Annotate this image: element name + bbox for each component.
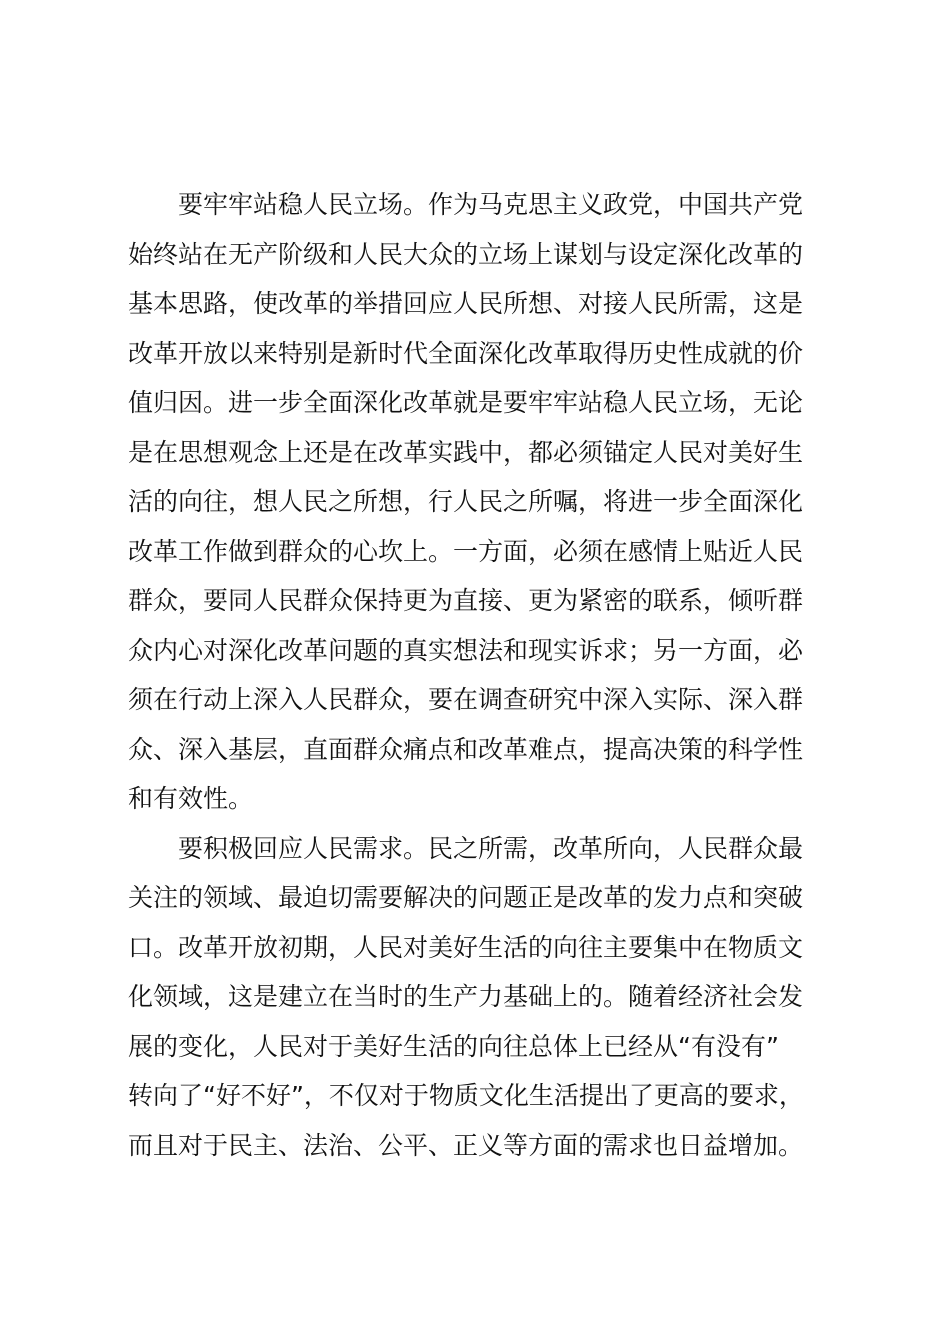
paragraph-1-line-6: 是在思想观念上还是在改革实践中，都必须锚定人民对美好生 <box>128 437 804 467</box>
paragraph-1-line-7: 活的向往，想人民之所想，行人民之所嘱，将进一步全面深化 <box>128 487 804 516</box>
paragraph-1-line-12: 众、深入基层，直面群众痛点和改革难点，提高决策的科学性 <box>128 734 804 764</box>
paragraph-1-line-4: 改革开放以来特别是新时代全面深化改革取得历史性成就的价 <box>128 338 804 368</box>
paragraph-2-line-1: 要积极回应人民需求。民之所需，改革所向，人民群众最 <box>178 833 804 863</box>
paragraph-2-line-6: 转向了“好不好”，不仅对于物质文化生活提出了更高的要求， <box>128 1081 804 1110</box>
paragraph-1-line-3: 基本思路，使改革的举措回应人民所想、对接人民所需，这是 <box>128 289 804 318</box>
paragraph-1-line-1: 要牢牢站稳人民立场。作为马克思主义政党，中国共产党 <box>178 190 804 219</box>
paragraph-2-line-7: 而且对于民主、法治、公平、正义等方面的需求也日益增加。 <box>128 1130 804 1160</box>
paragraph-2-line-2: 关注的领域、最迫切需要解决的问题正是改革的发力点和突破 <box>128 883 804 912</box>
paragraph-2-line-3: 口。改革开放初期，人民对美好生活的向往主要集中在物质文 <box>128 932 804 962</box>
paragraph-1-line-2: 始终站在无产阶级和人民大众的立场上谋划与设定深化改革的 <box>128 239 804 269</box>
paragraph-1-line-10: 众内心对深化改革问题的真实想法和现实诉求；另一方面，必 <box>128 635 804 665</box>
paragraph-1-line-8: 改革工作做到群众的心坎上。一方面，必须在感情上贴近人民 <box>128 536 804 566</box>
paragraph-1-line-11: 须在行动上深入人民群众，要在调查研究中深入实际、深入群 <box>128 685 804 714</box>
paragraph-2-line-5: 展的变化，人民对于美好生活的向往总体上已经从“有没有” <box>128 1031 779 1061</box>
paragraph-1-line-9: 群众，要同人民群众保持更为直接、更为紧密的联系，倾听群 <box>128 586 804 615</box>
body-text <box>128 180 848 1170</box>
paragraph-1-line-13: 和有效性。 <box>128 784 254 813</box>
paragraph-1-line-5: 值归因。进一步全面深化改革就是要牢牢站稳人民立场，无论 <box>128 388 804 417</box>
paragraph-2-line-4: 化领域，这是建立在当时的生产力基础上的。随着经济社会发 <box>128 982 804 1011</box>
